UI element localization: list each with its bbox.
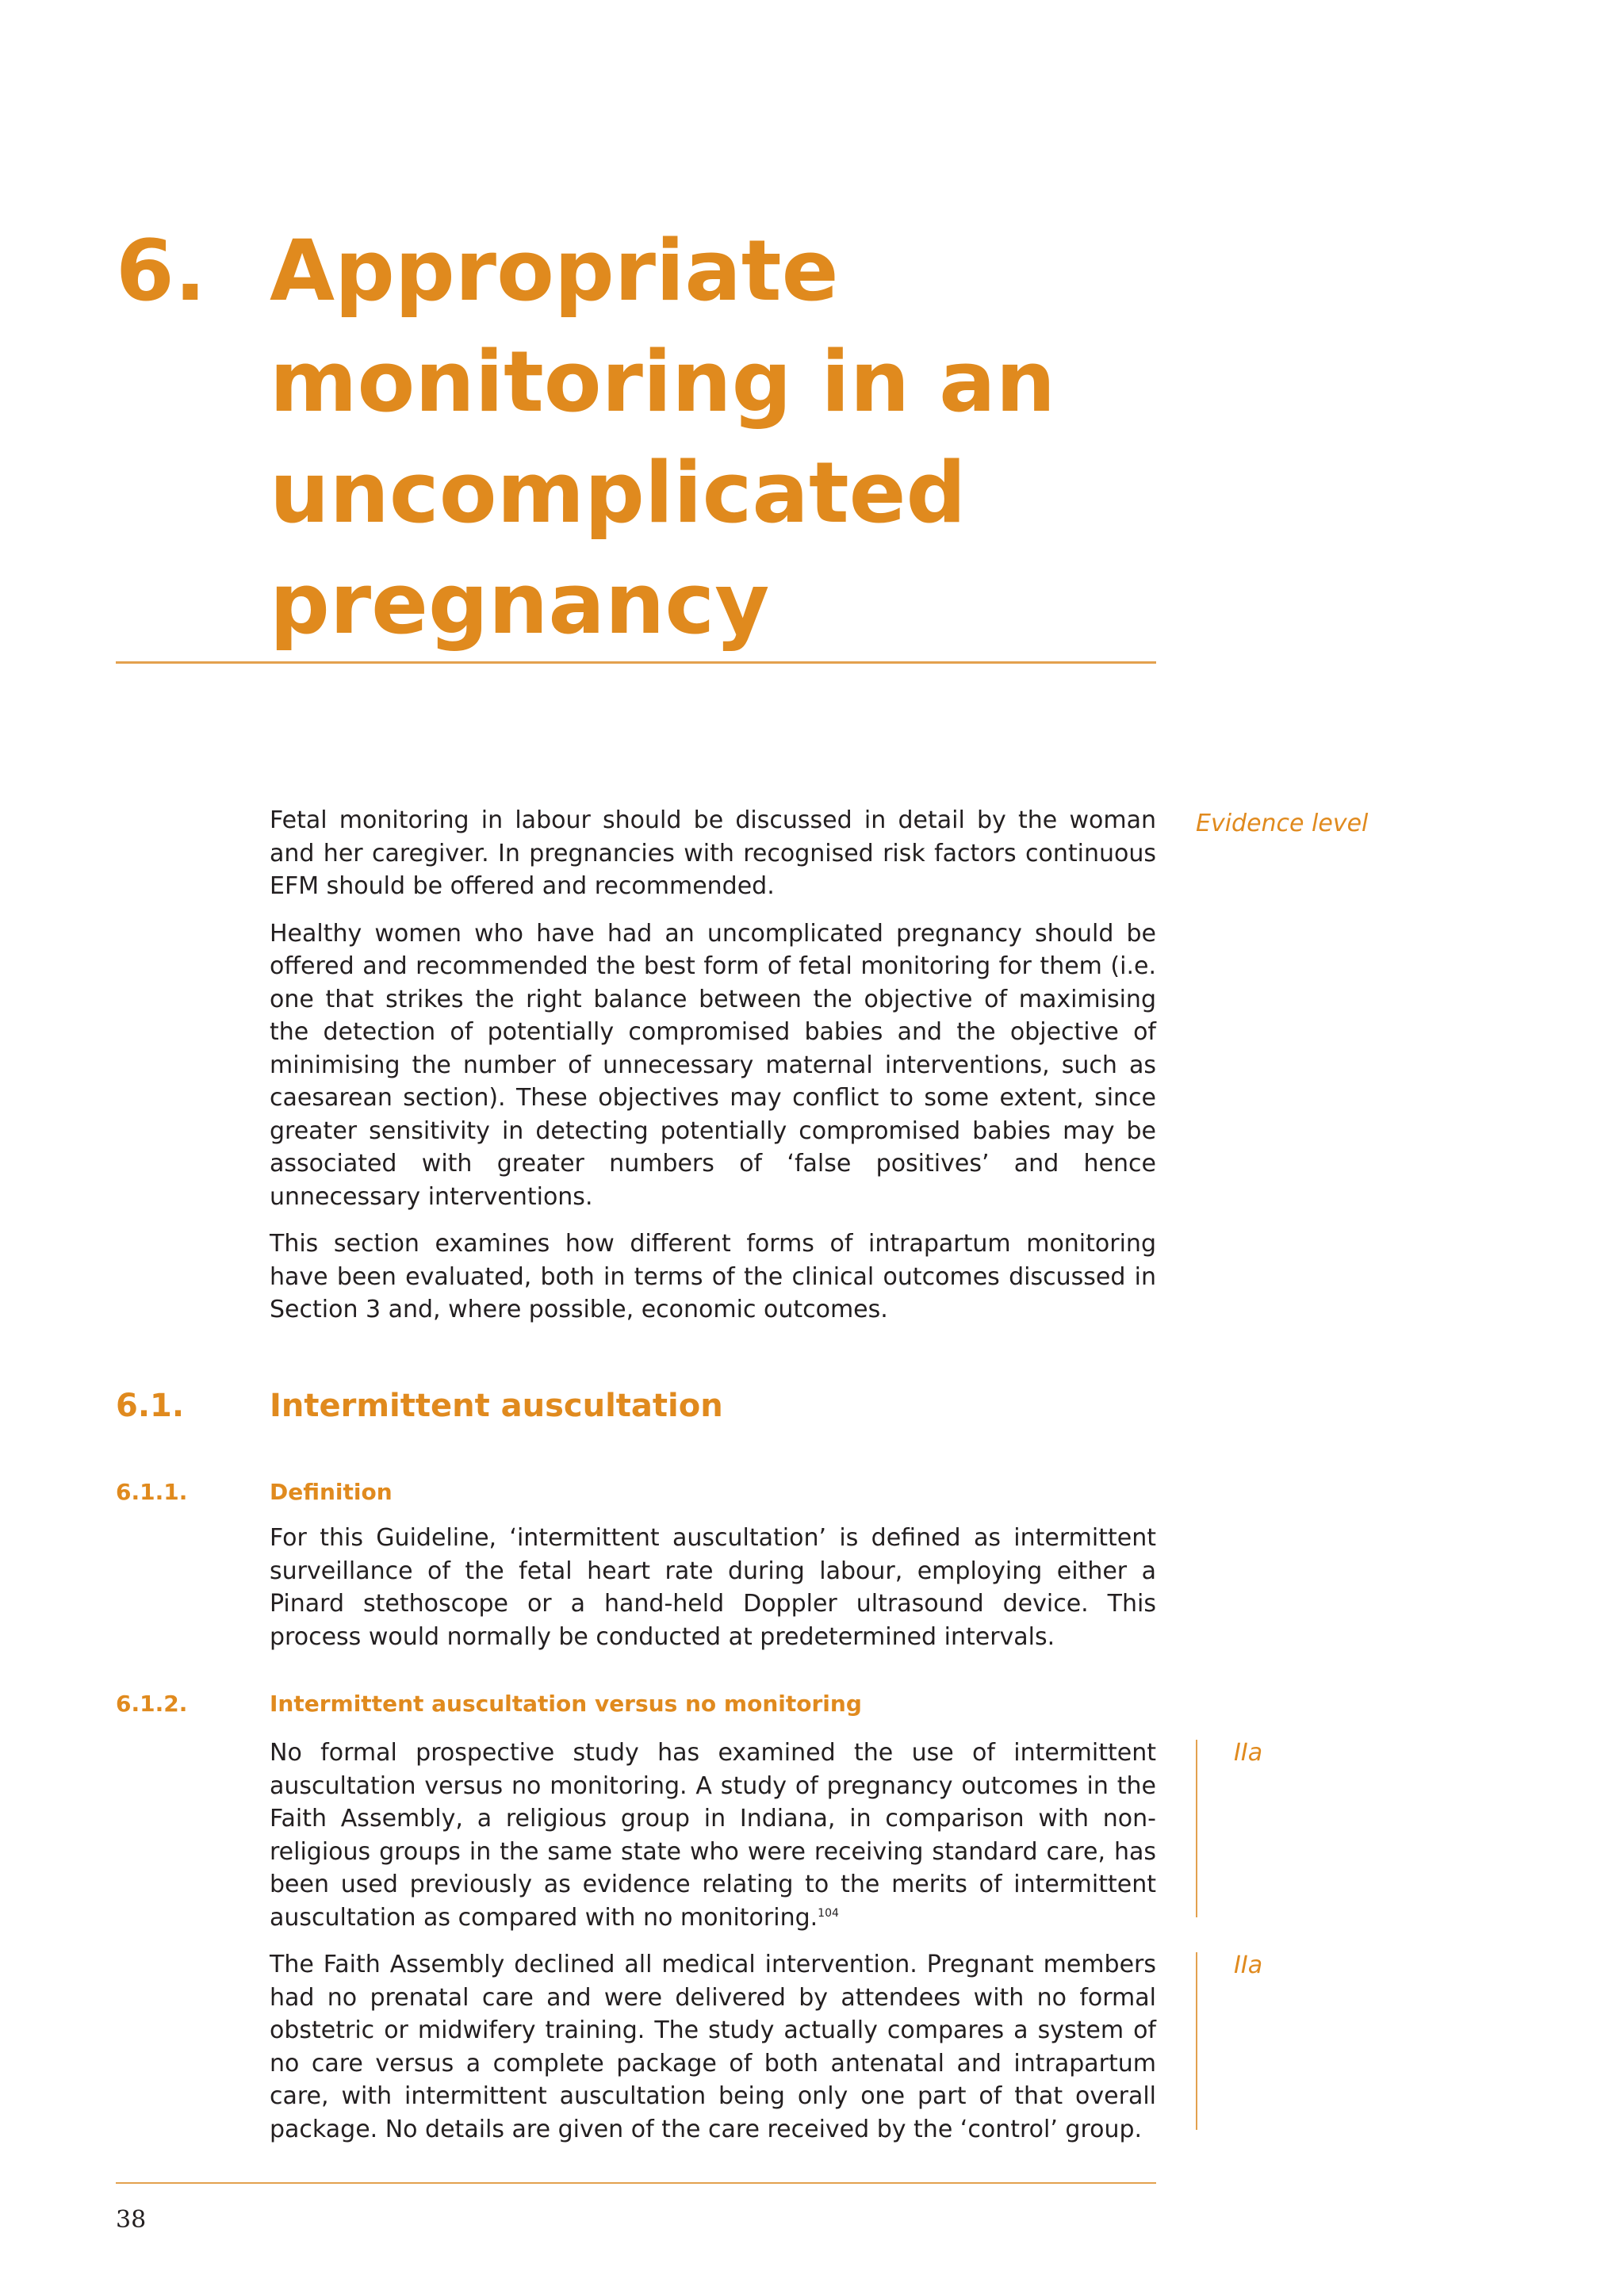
subsection-number: 6.1.1. (116, 1479, 188, 1505)
evidence-level-bar (1196, 1740, 1197, 1917)
definition-text (270, 1522, 1156, 1653)
reference-number: 104 (818, 1906, 839, 1920)
chapter-title-line: pregnancy (270, 555, 770, 653)
footer-divider (116, 2182, 1156, 2184)
comparison-paragraph: The Faith Assembly declined all medical intervention. Pregnant members had no prenatal care and were delivered by attendees with no formal obstetric or midwifery training. The study actually compares a system of no care versus a complete package of both antenatal and intrapartum care, with intermittent auscultation being only one part of that overall package. No details are given of the care received by the ‘control’ group. (270, 1951, 1156, 2143)
subsection-heading: Definition (270, 1479, 393, 1505)
evidence-level: IIa (1234, 1951, 1263, 1979)
comparison-paragraph (270, 1737, 1156, 1934)
chapter-title (270, 216, 1142, 660)
intro-paragraph: Healthy women who have had an uncomplicated pregnancy should be offered and recommended the best form of fetal monitoring for them (i.e. one that strikes the right balance between the objective of maximising the detection of potentially compromised babies and the objective of minimising the number of unnecessary maternal interventions, such as caesarean section). These objectives may conflict to some extent, since greater sensitivity in detecting potentially compromised babies may be associated with greater numbers of ‘false positives’ and hence unnecessary interventions. (270, 919, 1156, 1211)
evidence-level: IIa (1234, 1739, 1263, 1767)
definition-paragraph: For this Guideline, ‘intermittent auscultation’ is defined as intermittent surveillance of the fetal heart rate during labour, employing either a Pinard stethoscope or a hand-held Doppler ultrasound device. This process would normally be conducted at predetermined intervals. (270, 1524, 1156, 1651)
subsection-heading: Intermittent auscultation versus no monitoring (270, 1691, 862, 1717)
chapter-number: 6. (116, 222, 207, 320)
comparison-paragraph-text: No formal prospective study has examined the use of intermittent auscultation versus no monitoring. A study of pregnancy outcomes in the Faith Assembly, a religious group in Indiana, in comparison with non-religious groups in the same state who were receiving standard care, has been used previously as evidence relating to the merits of intermittent auscultation as compared with no monitoring. (270, 1739, 1156, 1932)
subsection-number: 6.1.2. (116, 1691, 188, 1717)
section-number: 6.1. (116, 1388, 185, 1424)
intro-paragraph: Fetal monitoring in labour should be discussed in detail by the woman and her caregiver. In pregnancies with recognised risk factors continuous EFM should be offered and recommended. (270, 806, 1156, 900)
evidence-level-label: Evidence level (1196, 810, 1369, 837)
chapter-title-line: Appropriate (270, 222, 839, 320)
intro-text (270, 804, 1156, 1327)
title-divider (116, 661, 1156, 664)
comparison-text (270, 1737, 1156, 2146)
chapter-title-line: monitoring in an (270, 333, 1056, 431)
evidence-level-bar (1196, 1952, 1197, 2130)
chapter-title-line: uncomplicated (270, 444, 967, 542)
intro-paragraph: This section examines how different forms of intrapartum monitoring have been evaluated, both in terms of the clinical outcomes discussed in Section 3 and, where possible, economic outcomes. (270, 1230, 1156, 1323)
section-heading: Intermittent auscultation (270, 1388, 723, 1424)
page-number: 38 (116, 2206, 147, 2234)
